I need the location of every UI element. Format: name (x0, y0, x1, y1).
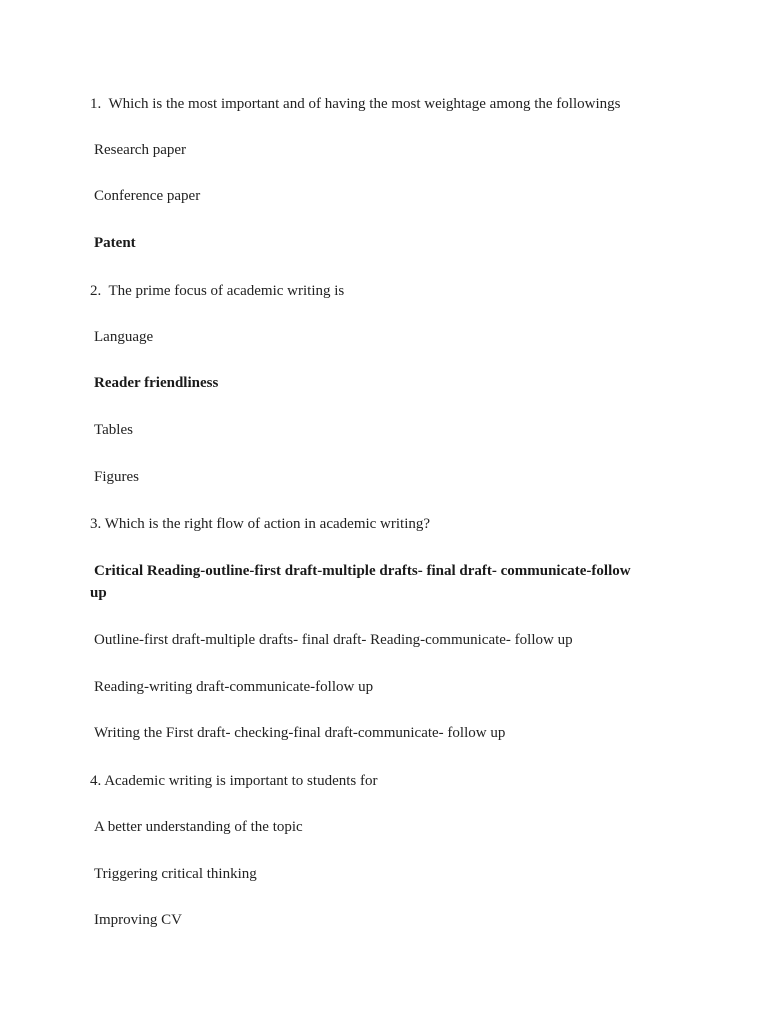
question-3-number: 3. (90, 516, 102, 532)
question-4-text: Academic writing is important to students for (104, 773, 378, 789)
question-2 (90, 280, 344, 302)
question-4-option-1: A better understanding of the topic (94, 819, 303, 835)
question-3-option-4: Writing the First draft- checking-final draft-communicate- follow up (94, 725, 506, 741)
question-2-option-4: Figures (94, 469, 139, 485)
question-4-option-2: Triggering critical thinking (94, 866, 257, 882)
question-3-option-1-correct: Critical Reading-outline-first draft-multiple drafts- final draft- communicate-follow up (90, 563, 631, 601)
question-3 (90, 513, 430, 535)
question-1-option-3-correct: Patent (94, 235, 136, 251)
question-4-number: 4. (90, 773, 102, 789)
question-2-text: The prime focus of academic writing is (108, 283, 345, 299)
question-4 (90, 770, 377, 792)
question-4-option-3: Improving CV (94, 912, 182, 928)
question-2-number: 2. (90, 283, 102, 299)
question-3-option-3: Reading-writing draft-communicate-follow up (94, 679, 374, 695)
question-1-number: 1. (90, 96, 102, 112)
question-1 (90, 93, 620, 115)
question-3-text: Which is the right flow of action in academic writing? (104, 516, 431, 532)
question-2-option-2-correct: Reader friendliness (94, 375, 219, 391)
question-3-option-2: Outline-first draft-multiple drafts- final draft- Reading-communicate- follow up (94, 632, 573, 648)
question-2-option-3: Tables (94, 422, 133, 438)
question-1-option-1: Research paper (94, 142, 187, 158)
question-1-option-2: Conference paper (94, 188, 201, 204)
question-1-text: Which is the most important and of having the most weightage among the followings (108, 96, 621, 112)
question-2-option-1: Language (94, 329, 154, 345)
